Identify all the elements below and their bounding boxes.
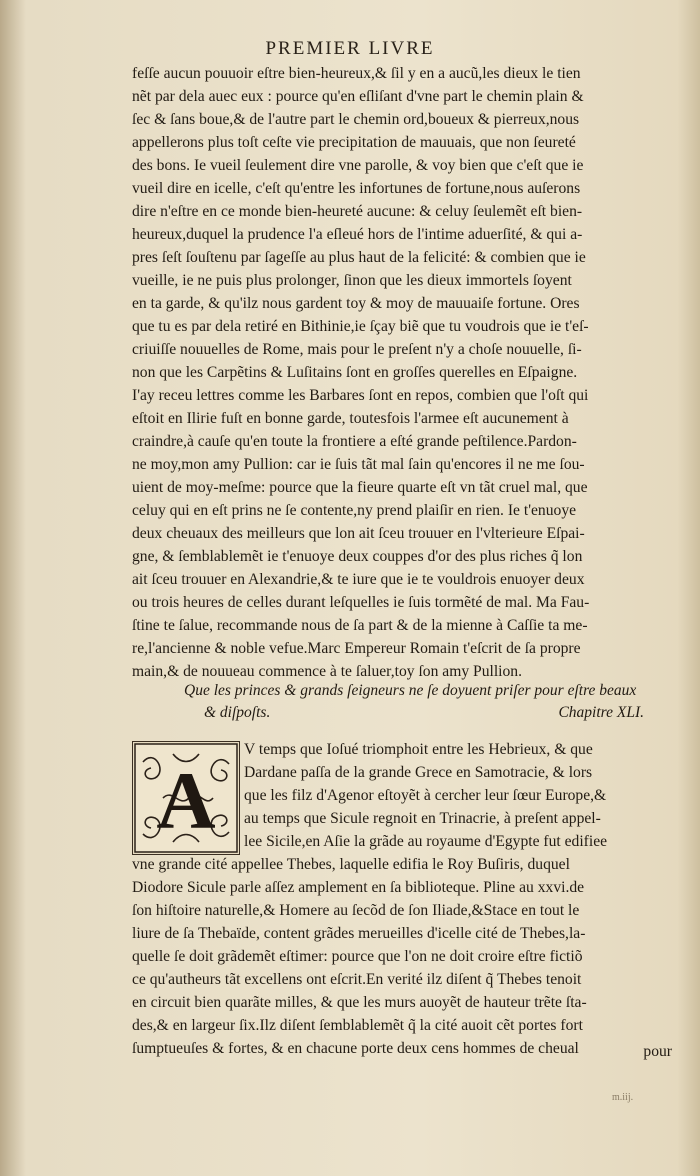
text-line: Dardane paſſa de la grande Grece en Samotracie, & lors [244, 764, 593, 781]
text-line: uient de moy-meſme: pource que la fieure quarte eſt vn tãt cruel mal, que [132, 479, 588, 496]
text-line: vne grande cité appellee Thebes, laquelle edifia le Roy Buſiris, duquel [132, 856, 570, 873]
catchword: pour [643, 1043, 672, 1060]
body-text-bottom [132, 853, 680, 1060]
text-line: pres ſeſt ſouſtenu par ſageſſe au plus haut de la felicité: & combien que ie [132, 249, 586, 266]
text-line: au temps que Sicule regnoit en Trinacrie, à preſent appel- [244, 810, 601, 827]
text-line: Diodore Sicule parle aſſez amplement en ſa biblioteque. Pline au xxvi.de [132, 879, 585, 896]
text-line: que tu es par dela retiré en Bithinie,ie ſçay biẽ que tu voudrois que ie t'eſ- [132, 318, 589, 335]
text-line: V temps que Ioſué triomphoit entre les Hebrieux, & que [244, 741, 593, 758]
chapter-number: Chapitre XLI. [558, 704, 644, 721]
text-line: heureux,duquel la prudence l'a eſleué hors de l'intime aduerſité, & qui a- [132, 226, 583, 243]
text-line: main,& de nouueau commence à te ſaluer,toy ſon amy Pullion. [132, 663, 522, 680]
page-edge [678, 0, 700, 1176]
text-line: ait ſceu trouuer en Alexandrie,& te iure que ie te vouldrois enuoyer deux [132, 571, 585, 588]
text-line: re,l'ancienne & noble vefue.Marc Empereur Romain t'eſcrit de ſa propre [132, 640, 581, 657]
text-line: criuiſſe nouuelles de Rome, mais pour le preſent n'y a choſe nouuelle, ſi- [132, 341, 582, 358]
text-line: vueille, ie ne puis plus prolonger, ſinon que les dieux immortels ſoyent [132, 272, 572, 289]
chapter-title-line1: Que les princes & grands ſeigneurs ne ſe doyuent priſer pour eſtre beaux [184, 682, 637, 699]
text-line: gne, & ſemblablemẽt ie t'enuoye deux couppes d'or des plus riches q̃ lon [132, 548, 583, 565]
text-line: ne moy,mon amy Pullion: car ie ſuis tãt mal ſain qu'encores il ne me ſou- [132, 456, 585, 473]
text-line: ſec & ſans boue,& de l'autre part le chemin ord,boueux & pierreux,nous [132, 111, 580, 128]
text-line: ſumptueuſes & fortes, & en chacune porte deux cens hommes de cheual [132, 1040, 579, 1057]
text-line: nẽt par dela auec eux : pource qu'en eſliſant d'vne part le chemin plain & [132, 88, 584, 105]
text-line: des bons. Ie vueil ſeulement dire vne parolle, & voy bien que c'eſt que ie [132, 157, 584, 174]
body-text-beside-initial [244, 738, 680, 853]
text-line: vueil dire en icelle, c'eſt qu'entre les infortunes de fortune,nous auſerons [132, 180, 581, 197]
text-line: appellerons plus toſt ceſte vie precipitation de mauuais, que non ſeureté [132, 134, 576, 151]
text-line: des,& en largeur ſix.Ilz diſent ſemblablemẽt q̃ la cité auoit cẽt portes fort [132, 1017, 583, 1034]
text-line: eſtoit en Ilirie fuſt en bonne garde, toutesfois l'armee eſt aucunement à [132, 410, 569, 427]
chapter-title-line2: & diſpoſts. [204, 704, 271, 721]
text-line: ſon hiſtoire naturelle,& Homere au ſecõd de ſon Iliade,&Stace en tout le [132, 902, 580, 919]
text-line: liure de ſa Thebaïde, content grãdes merueilles d'icelle cité de Thebes,la- [132, 925, 586, 942]
text-line: en ta garde, & qu'ilz nous gardent toy & moy de mauuaiſe fortune. Ores [132, 295, 580, 312]
text-line: non que les Carpẽtins & Luſitains ſont en groſſes querelles en Eſpaigne. [132, 364, 578, 381]
text-line: craindre,à cauſe qu'en toute la frontiere a eſté grande peſtilence.Pardon- [132, 433, 577, 450]
text-line: celuy qui en eſt prins ne ſe contente,ny prend plaiſir en rien. Ie t'enuoye [132, 502, 577, 519]
text-line: ou trois heures de celles durant leſquelles ie ſuis tormẽté de mal. Ma Fau- [132, 594, 590, 611]
text-line: en circuit bien quarãte milles, & que les murs auoyẽt de hauteur trẽte ſta- [132, 994, 587, 1011]
body-text-top [132, 62, 680, 683]
text-line: ſtine te ſalue, recommande nous de ſa part & de la mienne à Caſſie ta me- [132, 617, 588, 634]
chapter-heading [184, 680, 644, 724]
svg-text:A: A [156, 755, 216, 846]
signature-mark: m.iij. [612, 1092, 634, 1103]
text-line: ce qu'autheurs tãt excellens ont eſcrit.En verité ilz diſent q̃ Thebes tenoit [132, 971, 582, 988]
text-line: lee Sicile,en Aſie la grãde au royaume d'Egypte fut edifiee [244, 833, 608, 850]
running-head: PREMIER LIVRE [265, 38, 435, 59]
text-line: que les filz d'Agenor eſtoyẽt à cercher leur ſœur Europe,& [244, 787, 607, 804]
text-line: I'ay receu lettres comme les Barbares ſont en repos, combien que l'oſt qui [132, 387, 589, 404]
text-line: dire n'eſtre en ce monde bien-heureté aucune: & celuy ſeulemẽt eſt bien- [132, 203, 583, 220]
ornamental-initial-icon [133, 742, 239, 854]
text-line: feſſe aucun pouuoir eſtre bien-heureux,& ſil y en a aucũ,les dieux le tien [132, 65, 581, 82]
text-line: quelle ſe doit grãdemẽt eſtimer: pource que l'on ne doit croire eſtre fictiõ [132, 948, 583, 965]
text-line: deux cheuaux des meilleurs que lon ait ſceu trouuer en l'vlterieure Eſpai- [132, 525, 585, 542]
chapter-title-line2-row [184, 702, 644, 724]
decorated-initial [132, 741, 240, 855]
